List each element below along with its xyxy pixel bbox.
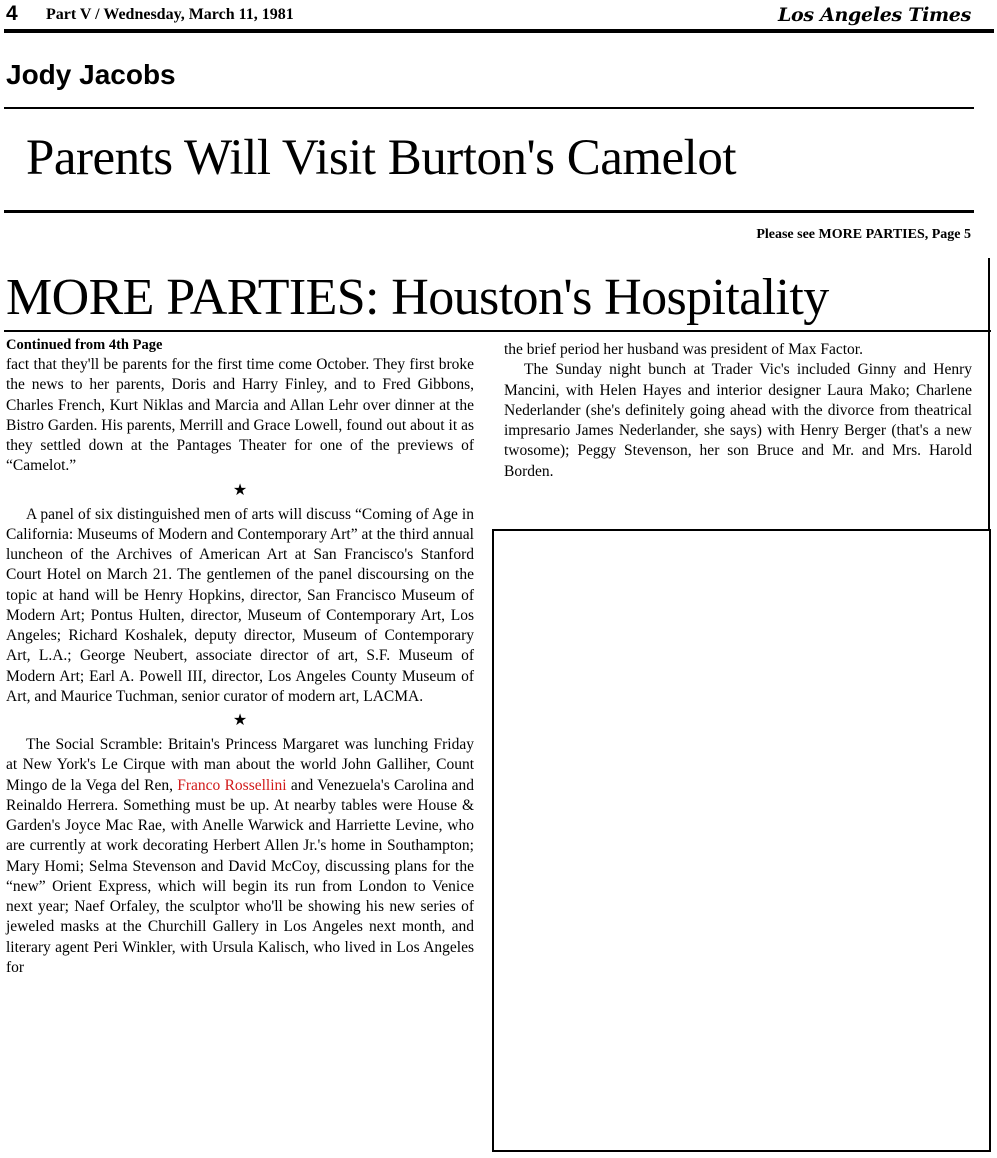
dateline: Part V / Wednesday, March 11, 1981	[46, 6, 294, 23]
paragraph-text: and Venezuela's Carolina and Reinaldo Herrera. Something must be up. At nearby tables were House & Garden's Joyce Mac Rae, with Anelle Warwick and Harriette Levine, who are currently at work decorating Herbert Allen Jr.'s home in Southampton; Mary Homi; Selma Stevenson and David McCoy, discussing plans for the “new” Orient Express, which will begin its run from London to Venice next year; Naef Orfaley, the sculptor who'll be showing his new series of jeweled masks at the Churchill Gallery in Los Angeles next month, and literary agent Peri Winkler, with Ursula Kalisch, who lived in Los Angeles for	[6, 776, 475, 976]
highlighted-name: Franco Rossellini	[177, 776, 287, 794]
right-vertical-rule	[988, 258, 990, 530]
left-column	[6, 355, 474, 978]
column-name: Jody Jacobs	[6, 59, 176, 90]
continued-headline: MORE PARTIES: Houston's Hospitality	[6, 269, 829, 326]
article-paragraph: The Sunday night bunch at Trader Vic's included Ginny and Henry Mancini, with Helen Hayes and interior designer Laura Mako; Charlene Nederlander (she's definitely going ahead with the divorce from theatrical impresario James Nederlander, she says) with Henry Berger (that's a new twosome); Peggy Stevenson, her son Bruce and Mr. and Mrs. Harold Borden.	[504, 361, 972, 480]
star-separator-icon: ★	[232, 712, 248, 729]
star-separator-icon: ★	[232, 481, 248, 499]
article-paragraph: fact that they'll be parents for the first time come October. They first broke the news to her parents, Doris and Harry Finley, and to Fred Gibbons, Charles French, Kurt Niklas and Marcia and Allan Lehr over dinner at the Bistro Garden. His parents, Merrill and Grace Lowell, found out about it as they settled down at the Pantages Theater for one of the previews of “Camelot.”	[6, 356, 474, 475]
main-headline: Parents Will Visit Burton's Camelot	[26, 130, 737, 186]
masthead-logo: Los Angeles Times	[777, 4, 971, 26]
page-number: 4	[6, 2, 18, 25]
article-paragraph: the brief period her husband was president of Max Factor.	[504, 341, 863, 358]
article-paragraph	[6, 735, 474, 978]
column-name-rule	[4, 107, 974, 109]
continued-from-label: Continued from 4th Page	[6, 337, 163, 353]
header-rule	[4, 29, 994, 33]
article-paragraph: A panel of six distinguished men of arts will discuss “Coming of Age in California: Museums of Modern and Contemporary Art” at the third annual luncheon of the Archives of American Art at San Francisco's Stanford Court Hotel on March 21. The gentlemen of the panel discoursing on the topic at hand will be Henry Hopkins, director, San Francisco Museum of Modern Art; Pontus Hulten, director, Museum of Contemporary Art, Los Angeles; Richard Koshalek, deputy director, Museum of Contemporary Art, L.A.; George Neubert, associate director of art, S.F. Museum of Modern Art; Earl A. Powell III, director, Los Angeles County Museum of Art, and Maurice Tuchman, senior curator of modern art, LACMA.	[6, 505, 474, 705]
paragraph-text: The Social Scramble: Britain's Princess Margaret was lunching Friday at New York's Le Cirque with man about the world John Galliher, Count Mingo de la Vega del Ren,	[6, 736, 474, 794]
empty-ad-box	[492, 529, 991, 1152]
headline-rule	[4, 210, 974, 213]
right-column	[504, 340, 972, 482]
continued-headline-rule	[4, 330, 991, 332]
jump-reference: Please see MORE PARTIES, Page 5	[756, 227, 971, 242]
